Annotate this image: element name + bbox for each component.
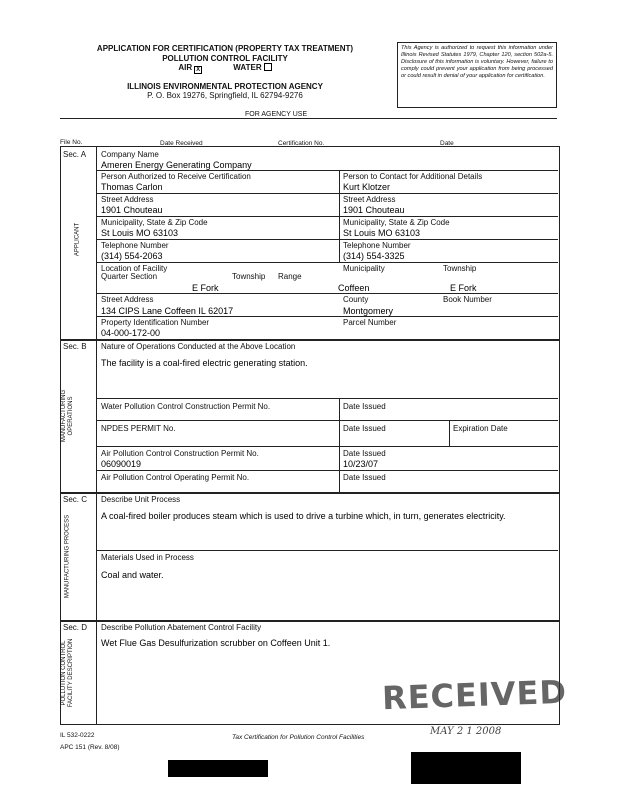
- form-footer-title: Tax Certification for Pollution Control Facilities: [232, 734, 365, 741]
- divider: [97, 398, 558, 399]
- range-label: Range: [278, 272, 302, 281]
- operations-nature-value[interactable]: The facility is a coal-fired electric generating station.: [101, 358, 308, 368]
- received-stamp: RECEIVED: [381, 672, 568, 718]
- contact-person-label: Person to Contact for Additional Details: [343, 172, 483, 181]
- water-label: WATER: [233, 63, 262, 72]
- received-date-stamp: MAY 2 1 2008: [430, 726, 502, 737]
- agency-date-label: Date: [440, 140, 454, 147]
- abatement-facility-label: Describe Pollution Abatement Control Facility: [101, 623, 262, 632]
- apc-date-value[interactable]: 10/23/07: [343, 459, 379, 469]
- disclosure-notice-box: [397, 42, 557, 108]
- wpc-permit-label: Water Pollution Control Construction Permit No.: [101, 402, 271, 411]
- municipality-zip-value[interactable]: St Louis MO 63103: [101, 228, 179, 238]
- divider: [97, 216, 558, 217]
- county-label: County: [343, 295, 369, 304]
- facility-street-value[interactable]: 134 CIPS Lane Coffeen IL 62017: [101, 306, 234, 316]
- redaction-block: [168, 760, 268, 777]
- township2-value[interactable]: E Fork: [450, 283, 477, 293]
- telephone-value[interactable]: (314) 554-2063: [101, 251, 163, 261]
- section-b-label: Sec. B: [63, 342, 87, 351]
- divider: [97, 470, 558, 471]
- date-received-label: Date Received: [160, 140, 203, 147]
- quarter-section-label: Quarter Section: [101, 272, 158, 281]
- divider: [97, 420, 558, 421]
- npdes-expiration-label: Expiration Date: [453, 424, 508, 433]
- street-value[interactable]: 1901 Chouteau: [101, 205, 163, 215]
- township2-label: Township: [443, 264, 477, 273]
- authorized-person-value[interactable]: Thomas Carlon: [101, 182, 163, 192]
- divider: [97, 316, 558, 317]
- file-no-label: File No.: [60, 139, 83, 146]
- disclosure-notice-text: This Agency is authorized to request this information under Illinois Revised Statutes 1979, Chapter 120, section 502a-5. Disclosure of this information is voluntary. However, failure to comply could prevent your application from being processed or could result in denial of your application for certification.: [401, 45, 553, 79]
- telephone2-label: Telephone Number: [343, 241, 411, 250]
- company-name-label: Company Name: [101, 150, 159, 159]
- form-subtitle: POLLUTION CONTROL FACILITY: [162, 54, 288, 63]
- form-revision: APC 151 (Rev. 8/08): [60, 744, 120, 751]
- column-divider: [339, 398, 340, 492]
- section-c-label: Sec. C: [63, 495, 88, 504]
- contact-person-value[interactable]: Kurt Klotzer: [343, 182, 391, 192]
- apc-construction-permit-label: Air Pollution Control Construction Permit No.: [101, 449, 259, 458]
- authorized-person-label: Person Authorized to Receive Certification: [101, 172, 251, 181]
- company-name-value[interactable]: Ameren Energy Generating Company: [101, 160, 252, 170]
- unit-process-label: Describe Unit Process: [101, 495, 181, 504]
- apc-operating-permit-label: Air Pollution Control Operating Permit No.: [101, 473, 250, 482]
- facility-location-label: Location of Facility: [101, 264, 168, 273]
- form-number: IL 532-0222: [60, 732, 95, 739]
- street-label: Street Address: [101, 195, 154, 204]
- municipality-zip2-label: Municipality, State & Zip Code: [343, 218, 450, 227]
- divider: [97, 239, 558, 240]
- section-d-side-label: POLLUTION CONTROL FACILITY DESCRIPTION: [61, 638, 74, 708]
- county-value[interactable]: Montgomery: [343, 306, 394, 316]
- npdes-date-label: Date Issued: [343, 424, 386, 433]
- township-label: Township: [232, 272, 266, 281]
- apc-date-label: Date Issued: [343, 449, 386, 458]
- municipality-zip-label: Municipality, State & Zip Code: [101, 218, 208, 227]
- telephone-label: Telephone Number: [101, 241, 169, 250]
- range-value[interactable]: E Fork: [192, 283, 219, 293]
- air-checkbox[interactable]: X: [196, 67, 201, 73]
- redaction-block: [411, 752, 521, 784]
- column-divider: [449, 420, 450, 446]
- section-c-side-label: MANUFACTURING PROCESS: [64, 514, 71, 599]
- section-a-label: Sec. A: [63, 150, 87, 159]
- divider: [97, 550, 558, 551]
- pin-value[interactable]: 04-000-172-00: [101, 328, 161, 338]
- facility-street-label: Street Address: [101, 295, 154, 304]
- air-label: AIR: [178, 63, 193, 72]
- divider: [97, 293, 558, 294]
- agency-name: ILLINOIS ENVIRONMENTAL PROTECTION AGENCY: [127, 82, 323, 91]
- divider: [97, 170, 558, 171]
- section-d-label: Sec. D: [63, 623, 88, 632]
- operations-nature-label: Nature of Operations Conducted at the Above Location: [101, 342, 296, 351]
- divider: [60, 118, 557, 119]
- pin-label: Property Identification Number: [101, 318, 210, 327]
- apo-date-label: Date Issued: [343, 473, 386, 482]
- divider: [97, 262, 558, 263]
- agency-address: P. O. Box 19276, Springfield, IL 62794-9276: [147, 91, 303, 100]
- municipality-value[interactable]: Coffeen: [338, 283, 370, 293]
- abatement-facility-value[interactable]: Wet Flue Gas Desulfurization scrubber on Coffeen Unit 1.: [101, 638, 331, 648]
- section-divider-b: [60, 339, 559, 341]
- divider: [97, 446, 558, 447]
- wpc-date-label: Date Issued: [343, 402, 386, 411]
- agency-use-title: FOR AGENCY USE: [245, 111, 308, 118]
- book-number-label: Book Number: [443, 295, 492, 304]
- section-a-side-label: APPLICANT: [74, 222, 81, 257]
- street2-label: Street Address: [343, 195, 396, 204]
- form-title: APPLICATION FOR CERTIFICATION (PROPERTY TAX TREATMENT): [96, 44, 354, 53]
- telephone2-value[interactable]: (314) 554-3325: [343, 251, 405, 261]
- unit-process-value[interactable]: A coal-fired boiler produces steam which is used to drive a turbine which, in turn, generates electricity.: [101, 511, 506, 521]
- apc-construction-permit-value[interactable]: 06090019: [101, 459, 142, 469]
- divider: [97, 193, 558, 194]
- section-divider-d: [60, 620, 559, 622]
- section-divider-c: [60, 492, 559, 494]
- section-b-side-label: MANUFACTURING OPERATIONS: [61, 389, 74, 443]
- certification-no-label: Certification No.: [278, 140, 325, 147]
- municipality-zip2-value[interactable]: St Louis MO 63103: [343, 228, 421, 238]
- water-checkbox[interactable]: [264, 63, 272, 71]
- municipality-label: Municipality: [343, 264, 385, 273]
- street2-value[interactable]: 1901 Chouteau: [343, 205, 405, 215]
- materials-label: Materials Used in Process: [101, 553, 194, 562]
- air-water-checkboxes: [60, 63, 390, 74]
- materials-value[interactable]: Coal and water.: [101, 570, 164, 580]
- parcel-number-label: Parcel Number: [343, 318, 397, 327]
- npdes-permit-label: NPDES PERMIT No.: [101, 424, 176, 433]
- section-column-divider: [96, 146, 97, 724]
